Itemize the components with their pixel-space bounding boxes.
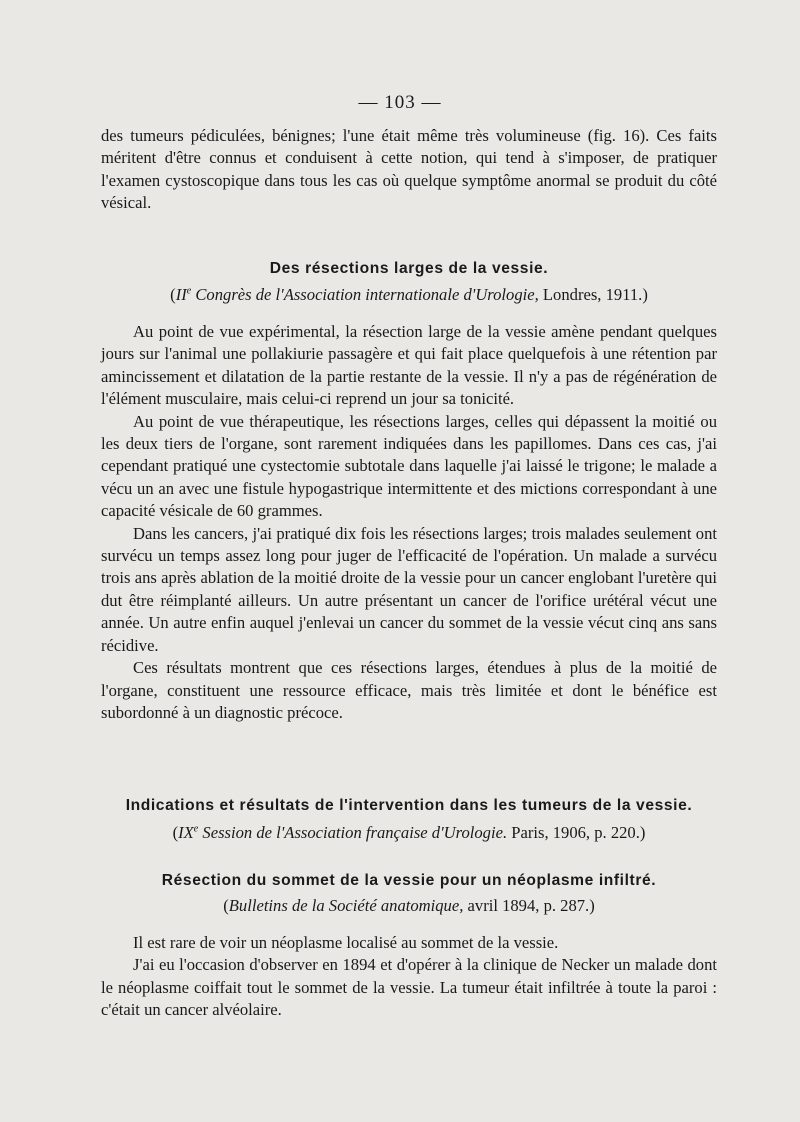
citation-sup: e — [186, 285, 192, 297]
citation-sup: e — [193, 823, 199, 835]
citation-ordinal: IX — [178, 823, 194, 842]
citation-open: ( — [170, 285, 176, 304]
section1-paragraph: Dans les cancers, j'ai pratiqué dix fois les résections larges; trois malades seulement ont survécu un temps assez long pour juger de l'efficacité de l'opération. Un malade a survécu trois ans après ablation de la moitié droite de la vessie pour un cancer englobant l'uretère qui dut être réimplanté ailleurs. Un autre présentant un cancer de l'orifice urétéral vécut une année. Un autre enfin auquel j'enlevai un cancer du sommet de la vessie vécut cinq ans sans récidive. — [101, 523, 717, 655]
citation-rest: Paris, 1906, p. 220.) — [511, 823, 646, 842]
section1-body — [101, 321, 717, 724]
section2-citation — [101, 823, 717, 843]
section1-title: Des résections larges de la vessie. — [269, 260, 549, 277]
citation-open: ( — [172, 823, 179, 842]
citation-open: ( — [223, 896, 229, 915]
citation-italic: Session de l'Association française d'Urologie. — [202, 823, 508, 842]
section3-paragraph: J'ai eu l'occasion d'observer en 1894 et d'opérer à la clinique de Necker un malade dont le néoplasme coiffait tout le sommet de la vessie. La tumeur était infiltrée à toute la paroi : c'était un cancer alvéolaire. — [101, 955, 717, 1020]
section3-citation — [101, 896, 717, 916]
section1-paragraph: Au point de vue expérimental, la résection large de la vessie amène pendant quelques jours sur l'animal une pollakiurie passagère et qui fait place quelquefois à une rétention par amincissement et dilatation de la partie restante de la vessie. Il n'y a pas de régénération de l'élément musculaire, mais celui-ci reprend un jour sa tonicité. — [101, 322, 717, 409]
citation-italic: Congrès de l'Association internationale d'Urologie, — [195, 285, 539, 304]
intro-text — [101, 125, 717, 215]
citation-rest: Londres, 1911.) — [542, 285, 648, 304]
page-number: — 103 — — [358, 92, 442, 113]
section1-paragraph: Ces résultats montrent que ces résections larges, étendues à plus de la moitié de l'organe, constituent une ressource efficace, mais très limitée et dont le bénéfice est subordonné à un diagnostic précoce. — [101, 658, 717, 722]
section1-citation — [101, 285, 717, 305]
section3-title: Résection du sommet de la vessie pour un néoplasme infiltré. — [161, 872, 657, 889]
citation-italic: Bulletins de la Société anatomique, — [228, 896, 464, 915]
citation-rest: avril 1894, p. 287.) — [467, 896, 595, 915]
citation-ordinal: II — [175, 285, 187, 304]
section2-title: Indications et résultats de l'intervention dans les tumeurs de la vessie. — [125, 797, 693, 814]
section3-body — [101, 932, 717, 1022]
section3-paragraph: Il est rare de voir un néoplasme localisé au sommet de la vessie. — [133, 933, 559, 952]
section1-paragraph: Au point de vue thérapeutique, les résections larges, celles qui dépassent la moitié ou les deux tiers de l'organe, sont rarement indiquées dans les papillomes. Dans ces cas, j'ai cependant pratiqué une cystectomie subtotale dans laquelle j'ai laissé le trigone; le malade a vécu un an avec une fistule hypogastrique intermittente et des mictions correspondant à une capacité vésicale de 60 grammes. — [101, 411, 717, 521]
intro-paragraph: des tumeurs pédiculées, bénignes; l'une était même très volumineuse (fig. 16). Ces faits méritent d'être connus et conduisent à cette notion, qui tend à s'imposer, de pratiquer l'examen cystoscopique dans tous les cas où quelque symptôme anormal se produit du côté vésical. — [101, 126, 717, 213]
